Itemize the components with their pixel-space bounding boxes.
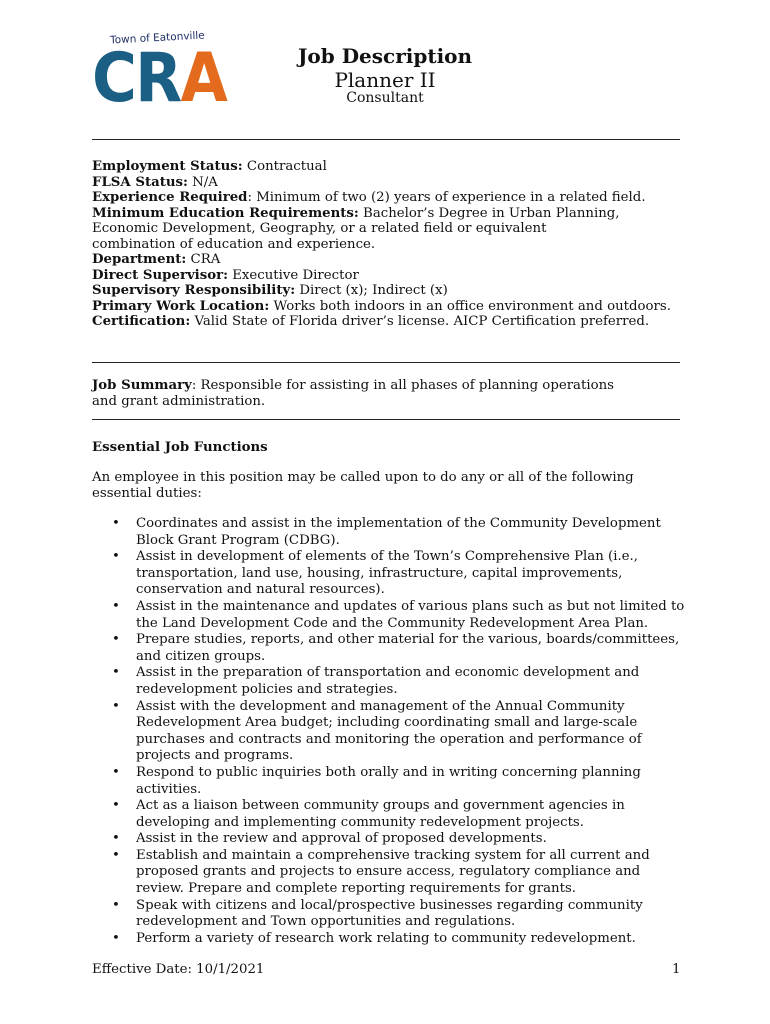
duties-list <box>92 516 692 947</box>
page-number: 1 <box>672 962 681 977</box>
logo-cra-text <box>92 39 227 118</box>
logo-letter-r: R <box>135 39 181 118</box>
bullet-icon: • <box>112 598 120 614</box>
bullet-icon: • <box>112 831 120 847</box>
info-direct-supervisor: Direct Supervisor: Executive Director <box>92 267 359 283</box>
bullet-icon: • <box>112 665 120 681</box>
effective-date: Effective Date: 10/1/2021 <box>92 962 265 977</box>
bullet-icon: • <box>112 897 120 913</box>
info-flsa-status: FLSA Status: N/A <box>92 174 218 190</box>
list-item <box>92 848 692 898</box>
job-summary: Job Summary: Responsible for assisting in all phases of planning operations and grant administration. <box>92 378 614 409</box>
divider-summary <box>92 419 680 420</box>
list-item <box>92 931 692 948</box>
list-item-text: Speak with citizens and local/prospective businesses regarding community redevelopment and Town opportunities and regulations. <box>136 897 643 930</box>
list-item <box>92 798 692 831</box>
bullet-icon: • <box>112 698 120 714</box>
list-item <box>92 599 692 632</box>
bullet-icon: • <box>112 798 120 814</box>
divider-top <box>92 139 680 140</box>
bullet-icon: • <box>112 632 120 648</box>
info-department: Department: CRA <box>92 252 221 267</box>
logo-town-text: Town of Eatonville <box>109 29 206 47</box>
list-item-text: Coordinates and assist in the implementation of the Community Development Block Grant Program (CDBG). <box>136 516 661 548</box>
list-item <box>92 898 692 931</box>
list-item <box>92 632 692 665</box>
list-item-text: Respond to public inquiries both orally and in writing concerning planning activities. <box>136 764 641 797</box>
list-item-text: Establish and maintain a comprehensive tracking system for all current and proposed grants and projects to ensure access, regulatory compliance and review. Prepare and complete reporting requirements for grants. <box>136 847 650 897</box>
info-certification: Certification: Valid State of Florida driver’s license. AICP Certification preferred. <box>92 314 650 329</box>
list-item <box>92 516 692 549</box>
job-type: Consultant <box>346 90 424 106</box>
job-title: Planner II <box>334 68 436 92</box>
list-item <box>92 665 692 698</box>
bullet-icon: • <box>112 930 120 946</box>
info-experience: Experience Required: Minimum of two (2) years of experience in a related field. <box>92 190 646 205</box>
logo-letter-c: C <box>92 39 136 118</box>
list-item-text: Assist in the review and approval of proposed developments. <box>136 831 547 847</box>
bullet-icon: • <box>112 847 120 863</box>
list-item-text: Assist in the maintenance and updates of various plans such as but not limited to the Land Development Code and the Community Redevelopment Area Plan. <box>136 598 685 631</box>
page-title: Job Description <box>297 44 473 68</box>
list-item-text: Perform a variety of research work relating to community redevelopment. <box>136 930 636 946</box>
cra-logo <box>92 29 227 118</box>
essential-intro: An employee in this position may be called upon to do any or all of the following essential duties: <box>92 470 634 501</box>
list-item <box>92 831 692 848</box>
list-item <box>92 549 692 599</box>
list-item <box>92 699 692 765</box>
info-employment-status: Employment Status: Contractual <box>92 159 327 174</box>
list-item-text: Prepare studies, reports, and other material for the various, boards/committees, and citizen groups. <box>136 632 680 664</box>
job-info-block <box>92 159 692 330</box>
list-item-text: Assist in development of elements of the Town’s Comprehensive Plan (i.e., transportation, land use, housing, infrastructure, capital improvements, conservation and natural resources). <box>136 549 638 598</box>
info-education: Minimum Education Requirements: Bachelor’s Degree in Urban Planning, Economic Development, Geography, or a related field or equivalent combination of education and experience. <box>92 205 620 252</box>
bullet-icon: • <box>112 764 120 780</box>
divider-middle <box>92 362 680 363</box>
essential-functions-heading: Essential Job Functions <box>92 440 268 455</box>
info-supervisory-responsibility: Supervisory Responsibility: Direct (x); Indirect (x) <box>92 283 448 298</box>
info-work-location: Primary Work Location: Works both indoors in an office environment and outdoors. <box>92 298 671 314</box>
list-item-text: Assist in the preparation of transportation and economic development and redevelopment policies and strategies. <box>136 665 640 697</box>
bullet-icon: • <box>112 516 120 531</box>
logo-letter-a: A <box>180 39 227 118</box>
list-item <box>92 765 692 798</box>
bullet-icon: • <box>112 549 120 565</box>
list-item-text: Act as a liaison between community groups and government agencies in developing and implementing community redevelopment projects. <box>136 798 625 830</box>
list-item-text: Assist with the development and management of the Annual Community Redevelopment Area budget; including coordinating small and large-scale purchases and contracts and monitoring the operation and performance of projects and programs. <box>136 698 642 764</box>
